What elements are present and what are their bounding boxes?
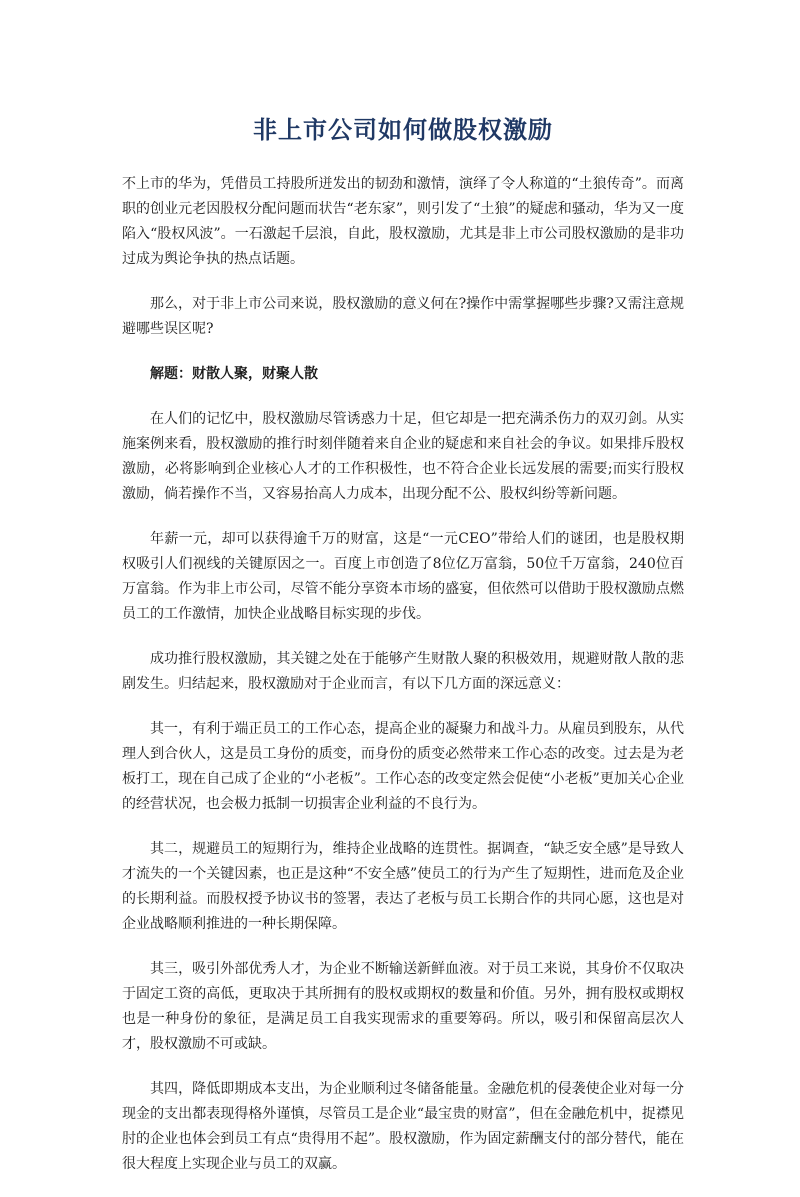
document-title: 非上市公司如何做股权激励 [253, 116, 553, 144]
body-paragraph-5: 其二，规避员工的短期行为，维持企业战略的连贯性。据调查，“缺乏安全感”是导致人才流失的一个关键因素，也正是这种“不安全感”使员工的行为产生了短期性，进而危及企业的长期利益。而股权授予协议书的签署，表达了老板与员工长期合作的共同心愿，这也是对企业战略顺利推进的一种长期保障。 [122, 841, 684, 932]
body-paragraph-6: 其三，吸引外部优秀人才，为企业不断输送新鲜血液。对于员工来说，其身价不仅取决于固定工资的高低，更取决于其所拥有的股权或期权的数量和价值。另外，拥有股权或期权也是一种身份的象征，是满足员工自我实现需求的重要筹码。所以，吸引和保留高层次人才，股权激励不可或缺。 [122, 961, 684, 1052]
body-paragraph-1: 在人们的记忆中，股权激励尽管诱惑力十足，但它却是一把充满杀伤力的双刃剑。从实施案例来看，股权激励的推行时刻伴随着来自企业的疑虑和来自社会的争议。如果排斥股权激励，必将影响到企业核心人才的工作积极性，也不符合企业长远发展的需要;而实行股权激励，倘若操作不当，又容易抬高人力成本，出现分配不公、股权纠纷等新问题。 [122, 411, 684, 502]
document-page [122, 112, 684, 1197]
body-paragraph-4: 其一，有利于端正员工的工作心态，提高企业的凝聚力和战斗力。从雇员到股东，从代理人到合伙人，这是员工身份的质变，而身份的质变必然带来工作心态的改变。过去是为老板打工，现在自己成了企业的“小老板”。工作心态的改变定然会促使“小老板”更加关心企业的经营状况，也会极力抵制一切损害企业利益的不良行为。 [122, 721, 684, 812]
body-paragraph-2: 年薪一元，却可以获得逾千万的财富，这是“一元CEO”带给人们的谜团，也是股权期权吸引人们视线的关键原因之一。百度上市创造了8位亿万富翁，50位千万富翁，240位百万富翁。作为非上市公司，尽管不能分享资本市场的盛宴，但依然可以借助于股权激励点燃员工的工作激情，加快企业战略目标实现的步伐。 [122, 531, 684, 622]
body-paragraph-3: 成功推行股权激励，其关键之处在于能够产生财散人聚的积极效用，规避财散人散的悲剧发生。归结起来，股权激励对于企业而言，有以下几方面的深远意义： [122, 651, 684, 692]
intro-paragraph-2: 那么，对于非上市公司来说，股权激励的意义何在?操作中需掌握哪些步骤?又需注意规避哪些误区呢? [122, 296, 684, 337]
intro-paragraph-1: 不上市的华为，凭借员工持股所迸发出的韧劲和激情，演绎了令人称道的“土狼传奇”。而离职的创业元老因股权分配问题而状告“老东家”，则引发了“土狼”的疑虑和骚动，华为又一度陷入“股权风波”。一石激起千层浪，自此，股权激励，尤其是非上市公司股权激励的是非功过成为舆论争执的热点话题。 [122, 176, 684, 267]
body-paragraph-7: 其四，降低即期成本支出，为企业顺利过冬储备能量。金融危机的侵袭使企业对每一分现金的支出都表现得格外谨慎，尽管员工是企业“最宝贵的财富”，但在金融危机中，捉襟见肘的企业也体会到员工有点“贵得用不起”。股权激励，作为固定薪酬支付的部分替代，能在很大程度上实现企业与员工的双赢。 [122, 1081, 684, 1172]
section-heading: 解题：财散人聚，财聚人散 [150, 366, 318, 382]
